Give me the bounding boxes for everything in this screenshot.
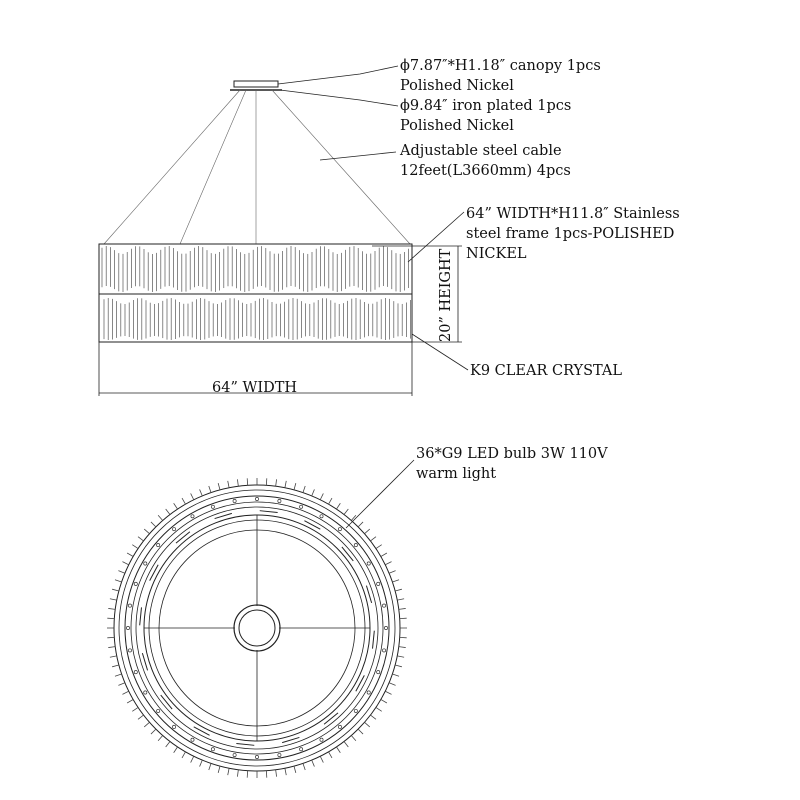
frame-spec: 64” WIDTH*H11.8″ Stainless (466, 206, 680, 222)
crystal-rods (102, 246, 411, 340)
width-dimension-label: 64” WIDTH (212, 380, 298, 396)
cable-length: 12feet(L3660mm) 4pcs (400, 163, 571, 179)
canopy-label (400, 56, 601, 96)
height-dimension-label: 20” HEIGHT (438, 248, 454, 342)
canopy-finish: Polished Nickel (400, 78, 514, 94)
center-hub-outer (234, 605, 280, 651)
steel-cables (104, 90, 410, 244)
frame-label (466, 204, 680, 264)
center-hub-inner (239, 610, 275, 646)
bulb-leader (346, 460, 414, 528)
bulb-spec: 36*G9 LED bulb 3W 110V (416, 446, 608, 462)
plan-view (107, 460, 414, 778)
crystal-label: K9 CLEAR CRYSTAL (470, 363, 623, 379)
frame-finish: NICKEL (466, 246, 527, 262)
bulb-light: warm light (416, 466, 497, 482)
cross-spokes (144, 515, 370, 741)
canopy-spec: ϕ7.87″*H1.18″ canopy 1pcs (400, 58, 601, 74)
cable-spec: Adjustable steel cable (400, 143, 562, 159)
frame-leader (408, 212, 464, 262)
iron-plate-label (400, 96, 571, 136)
top-crystal-tier (99, 244, 412, 294)
crystal-body (99, 244, 412, 342)
iron-plate-leader (280, 90, 398, 106)
cable-label (400, 141, 571, 181)
canopy (234, 81, 278, 87)
canopy-leader (278, 66, 398, 84)
iron-plate-finish: Polished Nickel (400, 118, 514, 134)
frame-material: steel frame 1pcs-POLISHED (466, 226, 675, 242)
bulb-label (416, 444, 608, 484)
iron-plate-spec: ϕ9.84″ iron plated 1pcs (400, 98, 572, 114)
